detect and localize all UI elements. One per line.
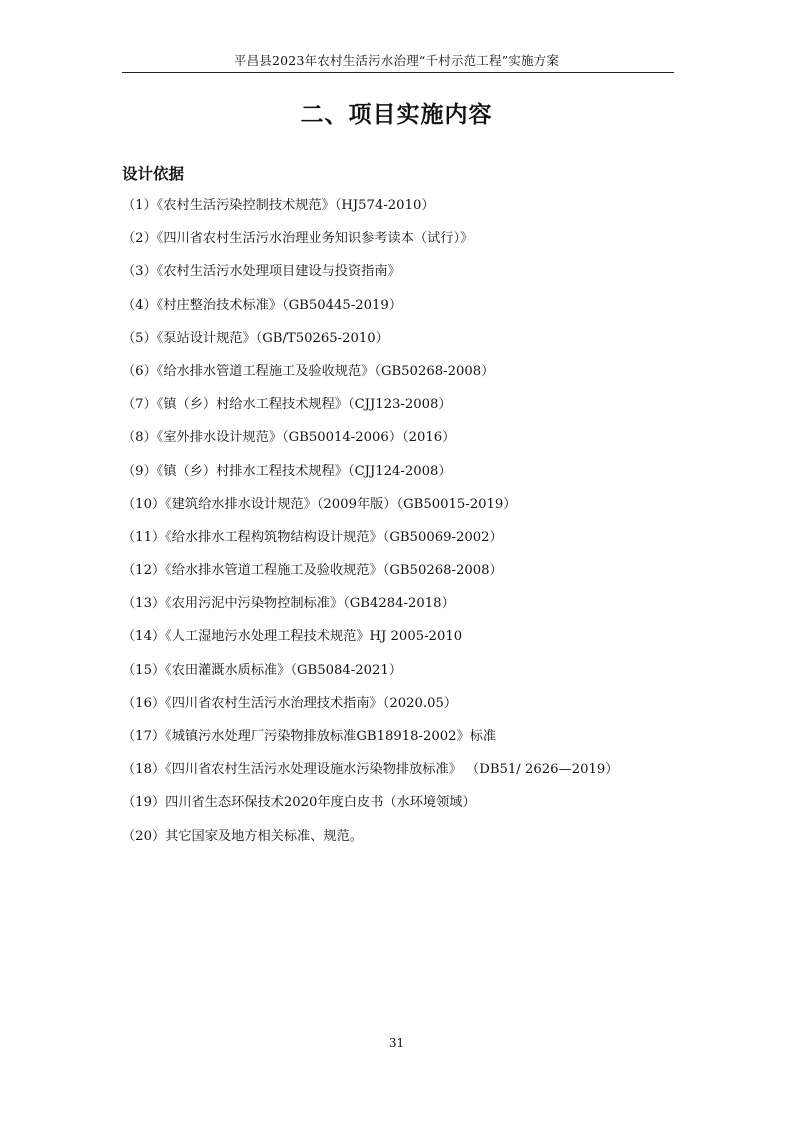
reference-item: （10）《建筑给水排水设计规范》（2009年版）（GB50015-2019） [122, 496, 517, 512]
reference-item: （8）《室外排水设计规范》（GB50014-2006）（2016） [122, 430, 456, 446]
page-number: 31 [388, 1036, 405, 1050]
reference-item: （16）《四川省农村生活污水治理技术指南》（2020.05） [122, 695, 458, 711]
reference-item: （20）其它国家及地方相关标准、规范。 [122, 828, 363, 844]
header-divider [122, 72, 674, 73]
page-title: 二、项目实施内容 [300, 102, 493, 128]
reference-item: （12）《给水排水管道工程施工及验收规范》（GB50268-2008） [122, 563, 503, 579]
reference-item: （6）《给水排水管道工程施工及验收规范》（GB50268-2008） [122, 363, 495, 379]
reference-item: （19）四川省生态环保技术2020年度白皮书（水环境领域） [122, 795, 476, 811]
section-heading: 设计依据 [122, 165, 185, 183]
reference-item: （4）《村庄整治技术标准》（GB50445-2019） [122, 297, 403, 313]
reference-item: （2）《四川省农村生活污水治理业务知识参考读本（试行）》 [122, 231, 474, 247]
reference-item: （7）《镇（乡）村给水工程技术规程》（CJJ123-2008） [122, 397, 452, 413]
reference-item: （17）《城镇污水处理厂污染物排放标准GB18918-2002》标准 [122, 729, 497, 744]
reference-item: （11）《给水排水工程构筑物结构设计规范》（GB50069-2002） [122, 529, 503, 545]
reference-item: （3）《农村生活污水处理项目建设与投资指南》 [122, 264, 401, 280]
reference-item: （9）《镇（乡）村排水工程技术规程》（CJJ124-2008） [122, 463, 452, 479]
reference-item: （5）《泵站设计规范》（GB/T50265-2010） [122, 330, 389, 346]
reference-item: （15）《农田灌溉水质标准》（GB5084-2021） [122, 662, 403, 678]
reference-list [122, 196, 682, 860]
reference-item: （1）《农村生活污染控制技术规范》（HJ574-2010） [122, 198, 435, 213]
reference-item: （13）《农用污泥中污染物控制标准》（GB4284-2018） [122, 596, 455, 612]
reference-item: （14）《人工湿地污水处理工程技术规范》HJ 2005-2010 [122, 629, 463, 645]
running-header: 平昌县2023年农村生活污水治理“千村示范工程”实施方案 [233, 53, 560, 68]
reference-item: （18）《四川省农村生活污水处理设施水污染物排放标准》 （DB51/ 2626—2019） [122, 762, 619, 778]
